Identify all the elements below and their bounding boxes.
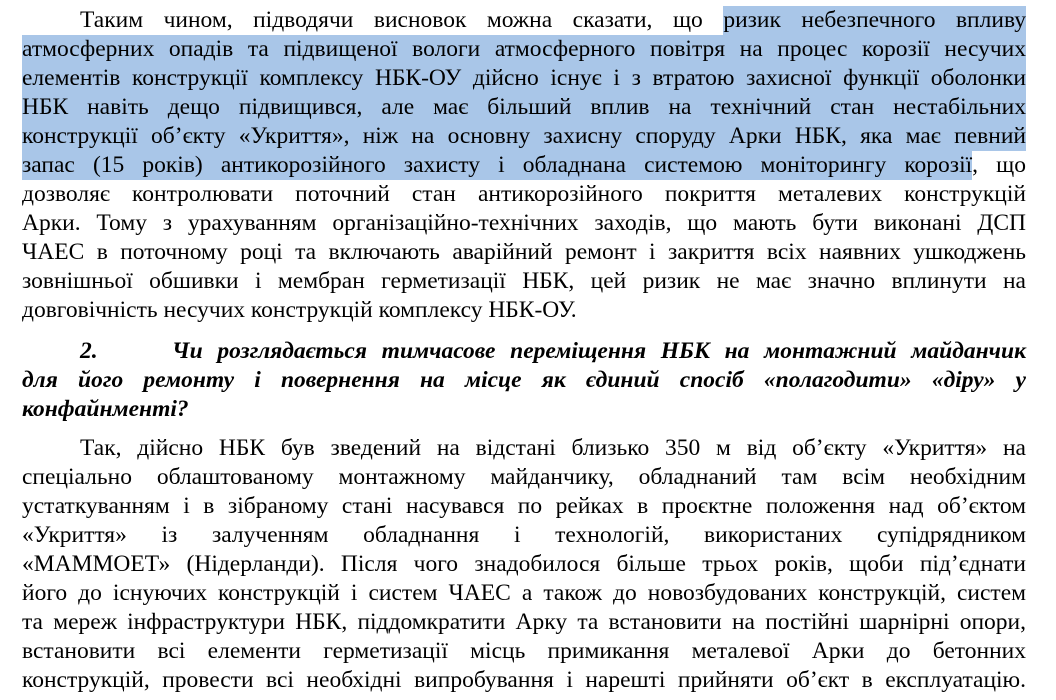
paragraph-2-line-5: «МАММОЕТ» (Нідерланди). Після чого знадобилося більше трьох років, щоби під’єднати <box>22 551 1026 577</box>
paragraph-1-line-7: дозволяє контролювати поточний стан антикорозійного покриття металевих конструкцій <box>22 181 1026 207</box>
paragraph-1-line-11: довговічність несучих конструкцій комплексу НБК-ОУ. <box>22 297 577 323</box>
highlighted-text: атмосферних опадів та підвищеної вологи атмосферного повітря на процес корозії несучих <box>22 36 1026 62</box>
paragraph-1-line-10: зовнішньої обшивки і мембран герметизації НБК, цей ризик не має значно вплинути на <box>22 268 1026 294</box>
paragraph-1-line-4 <box>22 93 1026 121</box>
highlighted-text: елементів конструкції комплексу НБК-ОУ дійсно існує і з втратою захисної функції оболонки <box>22 65 1026 91</box>
paragraph-2-line-3: устаткуванням і в зібраному стані насувався по рейках в проєктне положення над об’єктом <box>22 493 1026 519</box>
paragraph-2-line-8: встановити всі елементи герметизації місць примикання металевої Арки до бетонних <box>22 638 1026 664</box>
paragraph-1-line-1: Таким чином, підводячи висновок можна сказати, що ризик небезпечного впливу <box>80 7 1026 33</box>
paragraph-2-line-6: його до існуючих конструкцій і систем ЧАЕС а також до новозбудованих конструкцій, систем <box>22 580 1026 606</box>
paragraph-2-line-2: спеціально облаштованому монтажному майданчику, обладнаний там всім необхідним <box>22 464 1026 490</box>
paragraph-1-line-6: запас (15 років) антикорозійного захисту і обладнана системою моніторингу корозії, що <box>22 152 1026 178</box>
paragraph-2-line-4: «Укриття» із залученням обладнання і технологій, використаних супідрядником <box>22 522 1026 548</box>
paragraph-2-line-7: та мереж інфраструктури НБК, піддомкратити Арку та встановити на постійні шарнірні опори, <box>22 609 1026 635</box>
paragraph-2-line-1: Так, дійсно НБК був зведений на відстані близько 350 м від об’єкту «Укриття» на <box>80 435 1026 461</box>
question-line-1: Чи розглядається тимчасове переміщення НБК на монтажний майданчик <box>172 338 1026 364</box>
paragraph-1-line-3 <box>22 64 1026 92</box>
question-number: 2. <box>80 338 98 364</box>
highlighted-text: ризик небезпечного впливу <box>723 7 1026 33</box>
question-line-2: для його ремонту і повернення на місце як єдиний спосіб «полагодити» «діру» у <box>22 367 1026 393</box>
highlighted-text: НБК навіть дещо підвищився, але має більший вплив на технічний стан нестабільних <box>22 94 1026 120</box>
paragraph-1-line-5 <box>22 122 1026 150</box>
question-line-3: конфайнменті? <box>22 396 189 422</box>
highlighted-text: конструкції об’єкту «Укриття», ніж на основну захисну споруду Арки НБК, яка має певний <box>22 123 1026 149</box>
paragraph-1-line-9: ЧАЕС в поточному році та включають аварійний ремонт і закриття всіх наявних ушкоджень <box>22 239 1026 265</box>
paragraph-1-line-2 <box>22 35 1026 63</box>
highlighted-text: запас (15 років) антикорозійного захисту і обладнана системою моніторингу корозії <box>22 152 973 178</box>
paragraph-1-line-8: Арки. Тому з урахуванням організаційно-технічних заходів, що мають бути виконані ДСП <box>22 210 1026 236</box>
paragraph-2-line-9: конструкцій, провести всі необхідні випробування і нарешті прийняти об’єкт в експлуатацію. <box>22 667 1026 693</box>
